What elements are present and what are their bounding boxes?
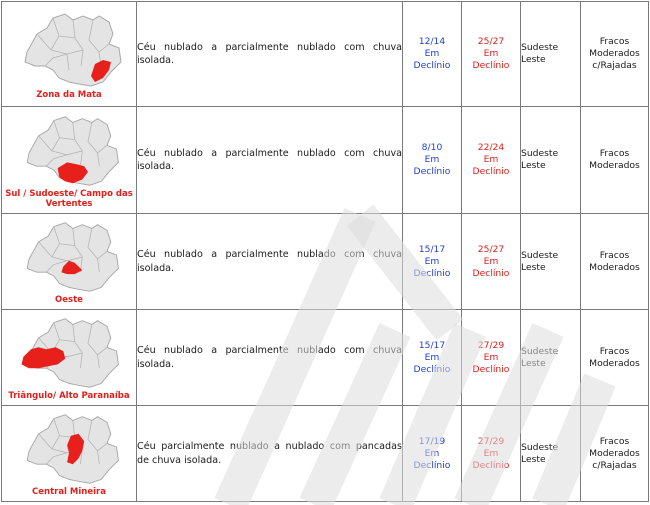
wind-direction-cell — [521, 310, 581, 406]
min-temperature-range: 17/19 — [418, 435, 446, 447]
min-temperature-trend-line1: Em — [424, 48, 440, 59]
max-temperature-trend-line1: Em — [483, 154, 499, 165]
wind-direction-cell — [521, 214, 581, 310]
forecast-row-central-mineira — [2, 406, 649, 502]
state-outline — [27, 223, 118, 291]
weather-description: Céu nublado a parcialmente nublado com chuva isolada. — [137, 214, 403, 310]
max-temperature-trend-line2: Declínio — [472, 267, 510, 279]
max-temperature-cell — [462, 107, 521, 214]
wind-speed-line2: Moderados — [589, 357, 640, 369]
wind-speed-line2: Moderados — [589, 447, 640, 459]
region-name: Sul / Sudoeste/ Campo das Vertentes — [5, 188, 133, 209]
wind-direction-cell — [521, 2, 581, 107]
min-temperature-cell — [403, 310, 462, 406]
max-temperature-range: 25/27 — [477, 36, 505, 47]
max-temperature-range: 25/27 — [477, 243, 505, 255]
max-temperature-trend-line2: Declínio — [472, 363, 510, 375]
minas-gerais-map-icon — [13, 10, 125, 90]
forecast-row-zona-da-mata — [2, 2, 649, 107]
min-temperature-trend-line2: Declínio — [413, 166, 451, 177]
region-map-cell — [2, 107, 137, 214]
min-temperature-range: 15/17 — [418, 243, 446, 255]
region-name: Oeste — [55, 295, 83, 305]
max-temperature-cell — [462, 310, 521, 406]
region-name: Zona da Mata — [36, 89, 102, 100]
min-temperature-range: 8/10 — [421, 142, 443, 153]
max-temperature-trend-line1: Em — [483, 447, 499, 459]
min-temperature-trend-line1: Em — [424, 447, 440, 459]
wind-direction-line2: Leste — [521, 160, 546, 171]
region-map-cell — [2, 214, 137, 310]
wind-speed-cell — [581, 214, 649, 310]
min-temperature-cell — [403, 214, 462, 310]
wind-speed-cell — [581, 2, 649, 107]
max-temperature-trend-line2: Declínio — [472, 166, 510, 177]
max-temperature-cell — [462, 406, 521, 502]
wind-direction-cell — [521, 406, 581, 502]
min-temperature-cell — [403, 406, 462, 502]
min-temperature-trend-line2: Declínio — [413, 267, 451, 279]
minas-gerais-map-icon — [13, 315, 125, 391]
min-temperature-trend-line2: Declínio — [413, 60, 451, 71]
wind-direction-line2: Leste — [521, 54, 546, 65]
region-name: Central Mineira — [32, 487, 106, 497]
wind-speed-cell — [581, 406, 649, 502]
max-temperature-range: 27/29 — [477, 339, 505, 351]
wind-speed-line3: c/Rajadas — [592, 60, 637, 71]
max-temperature-cell — [462, 214, 521, 310]
wind-speed-line2: Moderados — [589, 261, 640, 273]
minas-gerais-map-icon — [13, 411, 125, 487]
max-temperature-cell — [462, 2, 521, 107]
wind-direction-line2: Leste — [521, 453, 546, 465]
max-temperature-trend-line2: Declínio — [472, 459, 510, 471]
wind-direction-line1: Sudeste — [521, 249, 559, 261]
max-temperature-trend-line1: Em — [483, 351, 499, 363]
wind-direction-line1: Sudeste — [521, 148, 559, 159]
wind-speed-line1: Fracos — [599, 435, 630, 447]
region-name: Triângulo/ Alto Paranaíba — [8, 391, 130, 401]
max-temperature-trend-line2: Declínio — [472, 60, 510, 71]
region-map-cell — [2, 310, 137, 406]
min-temperature-cell — [403, 107, 462, 214]
wind-speed-line1: Fracos — [599, 345, 630, 357]
weather-description: Céu nublado a parcialmente nublado com chuva isolada. — [137, 2, 403, 107]
wind-direction-line1: Sudeste — [521, 42, 559, 53]
weather-description: Céu nublado a parcialmente nublado com chuva isolada. — [137, 107, 403, 214]
min-temperature-trend-line1: Em — [424, 255, 440, 267]
wind-direction-cell — [521, 107, 581, 214]
max-temperature-trend-line1: Em — [483, 48, 499, 59]
wind-speed-line1: Fracos — [599, 249, 630, 261]
min-temperature-trend-line2: Declínio — [413, 363, 451, 375]
forecast-row-triangulo — [2, 310, 649, 406]
weather-description: Céu parcialmente nublado a nublado com pancadas de chuva isolada. — [137, 406, 403, 502]
min-temperature-range: 15/17 — [418, 339, 446, 351]
max-temperature-trend-line1: Em — [483, 255, 499, 267]
wind-direction-line2: Leste — [521, 261, 546, 273]
min-temperature-cell — [403, 2, 462, 107]
forecast-table — [1, 1, 649, 502]
wind-direction-line1: Sudeste — [521, 345, 559, 357]
min-temperature-trend-line1: Em — [424, 154, 440, 165]
wind-speed-line2: Moderados — [589, 160, 640, 171]
minas-gerais-map-icon — [13, 219, 125, 295]
region-map-cell — [2, 406, 137, 502]
wind-speed-cell — [581, 310, 649, 406]
wind-speed-line1: Fracos — [599, 148, 630, 159]
wind-direction-line2: Leste — [521, 357, 546, 369]
region-map-cell — [2, 2, 137, 107]
weather-description: Céu nublado a parcialmente nublado com chuva isolada. — [137, 310, 403, 406]
forecast-row-oeste — [2, 214, 649, 310]
wind-speed-line2: Moderados — [589, 48, 640, 59]
max-temperature-range: 27/29 — [477, 435, 505, 447]
forecast-row-sul-sudoeste — [2, 107, 649, 214]
min-temperature-range: 12/14 — [418, 36, 446, 47]
minas-gerais-map-icon — [13, 113, 125, 189]
state-outline — [25, 14, 121, 86]
wind-direction-line1: Sudeste — [521, 441, 559, 453]
min-temperature-trend-line2: Declínio — [413, 459, 451, 471]
max-temperature-range: 22/24 — [477, 142, 505, 153]
wind-speed-line1: Fracos — [599, 36, 630, 47]
min-temperature-trend-line1: Em — [424, 351, 440, 363]
wind-speed-line3: c/Rajadas — [592, 459, 637, 471]
wind-speed-cell — [581, 107, 649, 214]
